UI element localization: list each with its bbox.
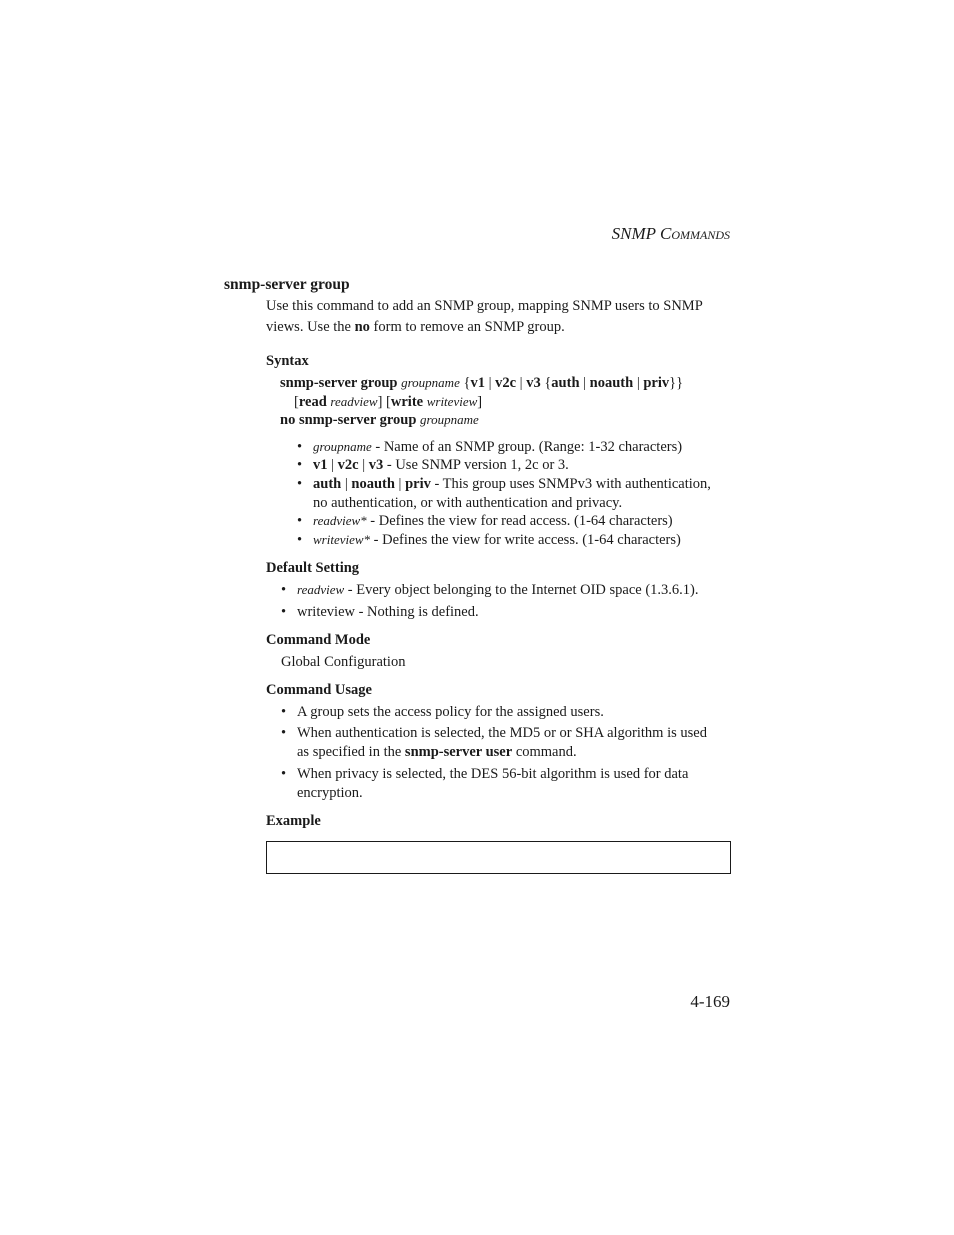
bullet-icon: • xyxy=(281,766,287,782)
syntax-no-form: no snmp-server group groupname xyxy=(280,412,479,428)
syntax-heading: Syntax xyxy=(266,353,309,369)
default-readview: readview - Every object belonging to the Internet OID space (1.3.6.1). xyxy=(297,582,699,598)
param-writeview: writeview* - Defines the view for write access. (1-64 characters) xyxy=(313,532,681,548)
example-code-box xyxy=(266,841,731,874)
intro-line-1: Use this command to add an SNMP group, mapping SNMP users to SNMP xyxy=(266,298,703,314)
param-readview: readview* - Defines the view for read access. (1-64 characters) xyxy=(313,513,673,529)
usage-item-1: A group sets the access policy for the assigned users. xyxy=(297,704,604,720)
command-mode-value: Global Configuration xyxy=(281,654,406,670)
intro-line-2: views. Use the no form to remove an SNMP group. xyxy=(266,319,565,335)
param-security: auth | noauth | priv - This group uses SNMPv3 with authentication, xyxy=(313,476,711,492)
bullet-icon: • xyxy=(297,532,303,548)
bullet-icon: • xyxy=(297,457,303,473)
bullet-icon: • xyxy=(297,476,303,492)
bullet-icon: • xyxy=(281,725,287,741)
bullet-icon: • xyxy=(297,513,303,529)
syntax-line-1: snmp-server group groupname {v1 | v2c | v3 {auth | noauth | priv}} xyxy=(280,375,684,391)
bullet-icon: • xyxy=(281,582,287,598)
usage-item-3-line-2: encryption. xyxy=(297,785,363,801)
usage-item-2: When authentication is selected, the MD5 or or SHA algorithm is used xyxy=(297,725,707,741)
running-header: SNMP COMMANDS xyxy=(611,224,730,243)
param-version: v1 | v2c | v3 - Use SNMP version 1, 2c or 3. xyxy=(313,457,569,473)
usage-item-3: When privacy is selected, the DES 56-bit algorithm is used for data xyxy=(297,766,689,782)
usage-item-2-line-2: as specified in the snmp-server user command. xyxy=(297,744,577,760)
example-heading: Example xyxy=(266,813,321,829)
param-groupname: groupname - Name of an SNMP group. (Range: 1-32 characters) xyxy=(313,439,683,455)
param-security-line-2: no authentication, or with authentication and privacy. xyxy=(313,495,623,511)
default-setting-heading: Default Setting xyxy=(266,560,360,576)
command-title: snmp-server group xyxy=(224,276,350,293)
page-number: 4-169 xyxy=(690,992,730,1011)
bullet-icon: • xyxy=(281,704,287,720)
default-writeview: writeview - Nothing is defined. xyxy=(297,604,479,620)
command-mode-heading: Command Mode xyxy=(266,632,371,648)
syntax-line-2: [read readview] [write writeview] xyxy=(294,394,483,410)
command-usage-heading: Command Usage xyxy=(266,682,372,698)
bullet-icon: • xyxy=(281,604,287,620)
bullet-icon: • xyxy=(297,439,303,455)
